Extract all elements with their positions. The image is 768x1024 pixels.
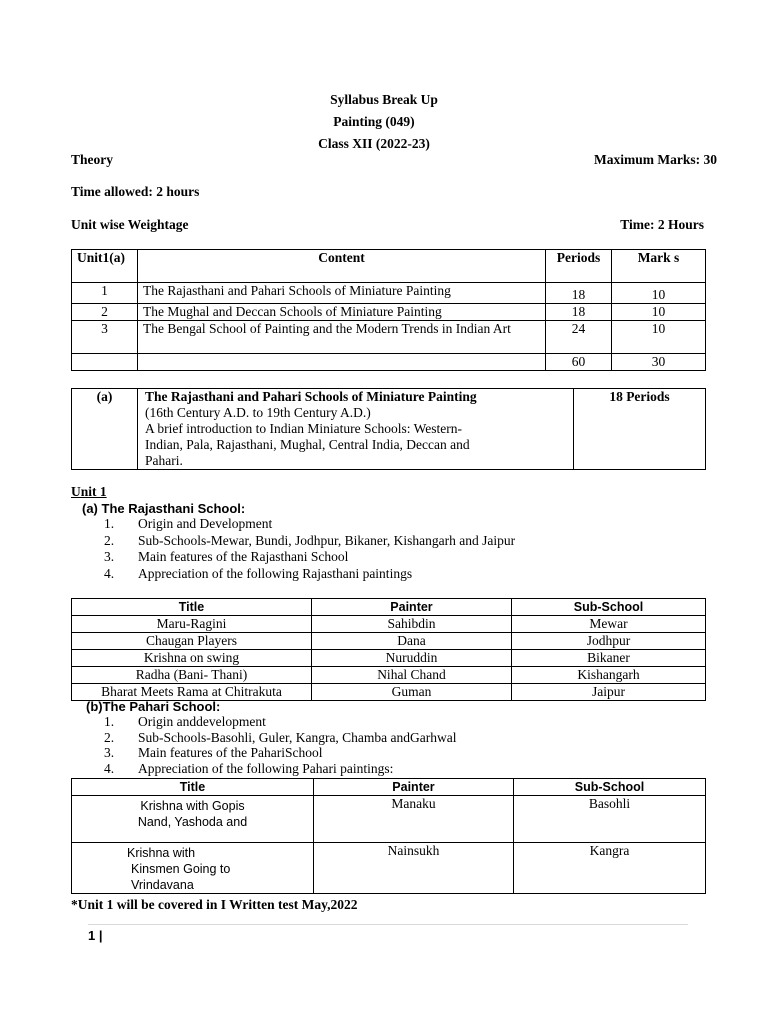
list-item: 2. Sub-Schools-Basohli, Guler, Kangra, Chamba andGarhwal (104, 729, 457, 745)
pahari-table (71, 778, 706, 894)
intro-title: The Rajasthani and Pahari Schools of Miniature Painting (145, 389, 477, 404)
intro-box (71, 388, 706, 470)
rajasthani-list (71, 516, 691, 582)
max-marks: Maximum Marks: 30 (594, 152, 717, 167)
col-marks: Mark s (612, 250, 706, 283)
table-row: Krishna with Kinsmen Going to Vrindavana Nainsukh Kangra (72, 843, 706, 894)
unit-weightage-label: Unit wise Weightage (71, 217, 189, 232)
pahari-heading: (b)The Pahari School: (86, 699, 221, 714)
col-subschool: Sub-School (514, 779, 706, 796)
doc-class: Class XII (2022-23) (318, 136, 430, 151)
table-row: Radha (Bani- Thani) Nihal Chand Kishangarh (72, 667, 706, 684)
list-item: 4. Appreciation of the following Pahari paintings: (104, 760, 394, 776)
title-line: Krishna with (127, 846, 196, 860)
page-number: 1 | (88, 928, 103, 943)
intro-line: A brief introduction to Indian Miniature Schools: Western- (145, 421, 462, 436)
col-painter: Painter (312, 599, 512, 616)
footnote: *Unit 1 will be covered in I Written test May,2022 (71, 897, 358, 912)
title-line: Kinsmen Going to (131, 862, 231, 876)
list-item: 3. Main features of the PahariSchool (104, 745, 323, 761)
doc-title: Syllabus Break Up (330, 92, 438, 107)
col-title: Title (72, 599, 312, 616)
table-row: Krishna on swing Nuruddin Bikaner (72, 650, 706, 667)
col-content: Content (138, 250, 546, 283)
intro-line: Pahari. (145, 453, 183, 468)
list-item: 1. Origin and Development (104, 516, 273, 531)
unit1-heading: Unit 1 (71, 484, 107, 499)
rajasthani-heading: (a) The Rajasthani School: (82, 501, 246, 516)
list-item: 4. Appreciation of the following Rajasthani paintings (104, 565, 413, 581)
intro-line: (16th Century A.D. to 19th Century A.D.) (145, 405, 371, 420)
table-row: Maru-Ragini Sahibdin Mewar (72, 616, 706, 633)
title-line: Vrindavana (131, 878, 194, 892)
title-line: Nand, Yashoda and (137, 815, 248, 829)
rajasthani-table (71, 598, 706, 701)
pahari-list (71, 714, 691, 776)
doc-subject: Painting (049) (333, 114, 415, 129)
col-periods: Periods (546, 250, 612, 283)
table-row: Bharat Meets Rama at Chitrakuta Guman Jaipur (72, 684, 706, 701)
weightage-table (71, 249, 706, 371)
col-title: Title (72, 779, 314, 796)
title-line: Krishna with Gopis (140, 799, 245, 813)
theory-label: Theory (71, 152, 113, 167)
list-item: 1. Origin anddevelopment (104, 714, 266, 729)
intro-periods: 18 Periods (574, 389, 706, 470)
col-subschool: Sub-School (512, 599, 706, 616)
table-row: 2 The Mughal and Deccan Schools of Miniature Painting 18 10 (72, 304, 706, 321)
intro-content (138, 389, 574, 470)
intro-label: (a) (72, 389, 138, 470)
table-row-total: 60 30 (72, 354, 706, 371)
col-unit: Unit1(a) (72, 250, 138, 283)
list-item: 3. Main features of the Rajasthani School (104, 549, 349, 565)
footer-divider (88, 924, 688, 925)
time-allowed: Time allowed: 2 hours (71, 184, 200, 199)
col-painter: Painter (314, 779, 514, 796)
list-item: 2. Sub-Schools-Mewar, Bundi, Jodhpur, Bikaner, Kishangarh and Jaipur (104, 532, 516, 548)
table-row: 3 The Bengal School of Painting and the Modern Trends in Indian Art 24 10 (72, 321, 706, 354)
time-label: Time: 2 Hours (620, 217, 704, 232)
intro-line: Indian, Pala, Rajasthani, Mughal, Central India, Deccan and (145, 437, 470, 452)
table-row: Chaugan Players Dana Jodhpur (72, 633, 706, 650)
table-row: 1 The Rajasthani and Pahari Schools of Miniature Painting 18 10 (72, 283, 706, 304)
table-row: Krishna with Gopis Nand, Yashoda and Manaku Basohli (72, 796, 706, 843)
